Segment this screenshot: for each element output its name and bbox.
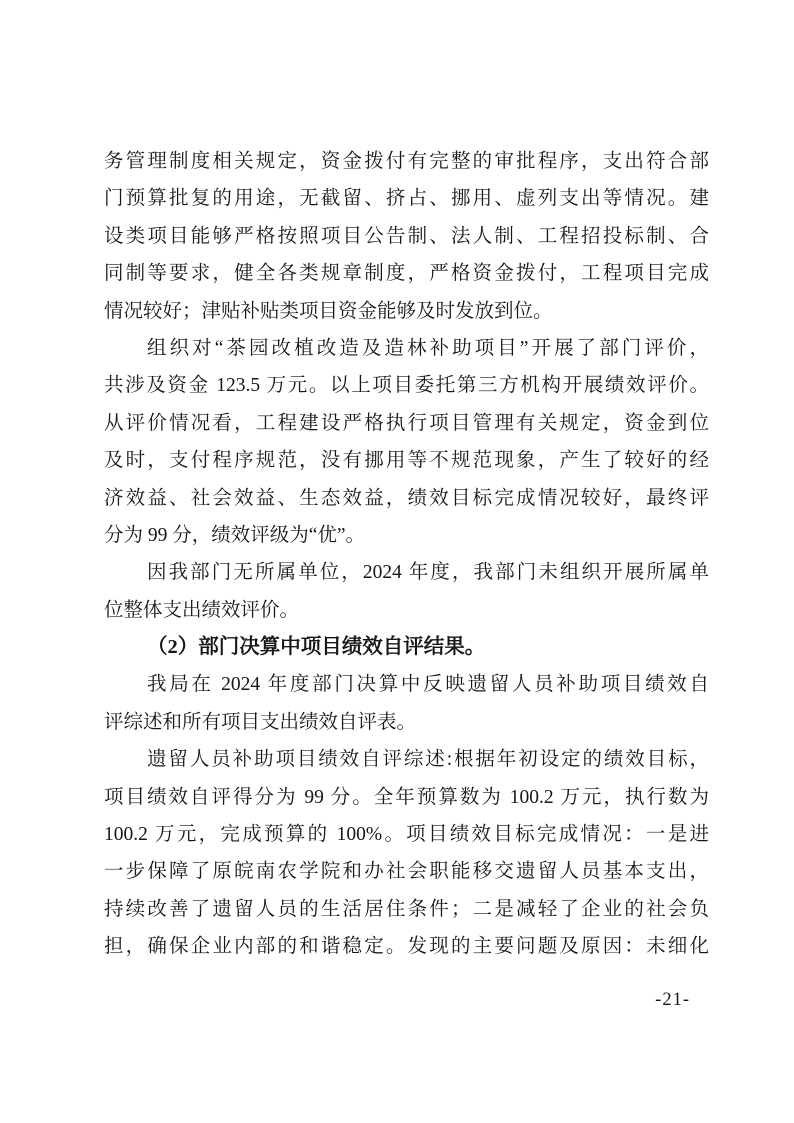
heading-project-self-evaluation-results <box>104 629 709 666</box>
text-line: 及时，支付程序规范，没有挪用等不规范现象，产生了较好的经 <box>104 450 709 472</box>
text-line: 同制等要求，健全各类规章制度，严格资金拨付，工程项目完成 <box>104 263 709 285</box>
text-line: （2）部门决算中项目绩效自评结果。 <box>147 636 486 659</box>
text-line: 遗留人员补助项目绩效自评综述:根据年初设定的绩效目标， <box>147 749 709 771</box>
text-line: 持续改善了遗留人员的生活居住条件；二是减轻了企业的社会负 <box>104 898 709 920</box>
text-line: 评综述和所有项目支出绩效自评表。 <box>104 711 417 733</box>
text-line: 100.2 万元，完成预算的 100%。项目绩效目标完成情况：一是进 <box>104 824 709 846</box>
text-line: 情况较好；津贴补贴类项目资金能够及时发放到位。 <box>104 300 553 322</box>
text-line: 我局在 2024 年度部门决算中反映遗留人员补助项目绩效自 <box>147 674 709 696</box>
para-no-subordinate-units <box>104 554 709 629</box>
text-line: 分为 99 分，绩效评级为“优”。 <box>104 524 366 546</box>
para-fund-management-continuation <box>104 143 709 330</box>
text-line: 设类项目能够严格按照项目公告制、法人制、工程招投标制、合 <box>104 225 709 247</box>
text-line: 位整体支出绩效评价。 <box>104 599 300 621</box>
text-line: 项目绩效自评得分为 99 分。全年预算数为 100.2 万元，执行数为 <box>104 786 709 808</box>
para-final-accounts-reflection <box>104 666 709 741</box>
text-line: 济效益、社会效益、生态效益，绩效目标完成情况较好，最终评 <box>104 487 709 509</box>
text-line: 共涉及资金 123.5 万元。以上项目委托第三方机构开展绩效评价。 <box>104 375 709 397</box>
text-line: 从评价情况看，工程建设严格执行项目管理有关规定，资金到位 <box>104 412 709 434</box>
text-line: 一步保障了原皖南农学院和办社会职能移交遗留人员基本支出， <box>104 861 709 883</box>
document-body <box>104 143 709 966</box>
text-line: 务管理制度相关规定，资金拨付有完整的审批程序，支出符合部 <box>104 151 709 172</box>
text-line: 担，确保企业内部的和谐稳定。发现的主要问题及原因：未细化 <box>104 936 709 958</box>
para-legacy-personnel-subsidy-summary <box>104 741 709 965</box>
text-line: 组织对“茶园改植改造及造林补助项目”开展了部门评价， <box>147 337 709 359</box>
page-number: -21- <box>655 990 690 1010</box>
text-line: 因我部门无所属单位，2024 年度，我部门未组织开展所属单 <box>147 562 709 584</box>
text-line: 门预算批复的用途，无截留、挤占、挪用、虚列支出等情况。建 <box>104 188 709 210</box>
para-department-evaluation-tea-garden <box>104 330 709 554</box>
